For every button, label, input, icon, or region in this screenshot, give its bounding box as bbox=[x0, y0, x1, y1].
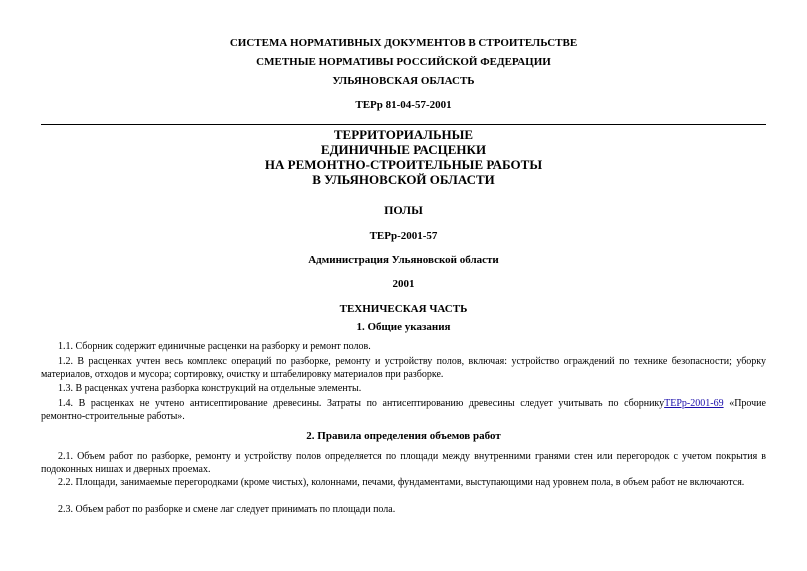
subject-title: ПОЛЫ bbox=[384, 203, 423, 217]
publisher: Администрация Ульяновской области bbox=[308, 254, 499, 266]
technical-part-heading: ТЕХНИЧЕСКАЯ ЧАСТЬ bbox=[339, 303, 468, 315]
title-line-4: В УЛЬЯНОВСКОЙ ОБЛАСТИ bbox=[312, 172, 495, 187]
title-line-3: НА РЕМОНТНО-СТРОИТЕЛЬНЫЕ РАБОТЫ bbox=[264, 157, 543, 172]
header-divider bbox=[41, 124, 766, 125]
publication-year: 2001 bbox=[392, 278, 415, 290]
document-title bbox=[0, 127, 807, 187]
header-system-title: СИСТЕМА НОРМАТИВНЫХ ДОКУМЕНТОВ В СТРОИТЕЛЬСТВЕ bbox=[229, 37, 578, 49]
header-estimate-norms: СМЕТНЫЕ НОРМАТИВЫ РОССИЙСКОЙ ФЕДЕРАЦИИ bbox=[256, 56, 551, 68]
paragraph-1-3: 1.3. В расценках учтена разборка конструкций на отдельные элементы. bbox=[58, 383, 362, 394]
header-document-code: ТЕРр 81-04-57-2001 bbox=[355, 99, 452, 111]
paragraph-2-2: 2.2. Площади, занимаемые перегородками (кроме чистых), колоннами, печами, фундаментами, выступающими над уровнем пола, в объем работ не включаются. bbox=[58, 477, 745, 488]
paragraph-1-4-tail: «Прочие ремонтно-строительные работы». bbox=[41, 398, 766, 422]
paragraph-1-2: 1.2. В расценках учтен весь комплекс операций по разборке, ремонту и устройству полов, включая: устройство ограждений по технике безопасности; уборку материалов, отходов и мусора; сортировку, очистку и штабелировку материалов при разборке. bbox=[41, 356, 766, 380]
paragraph-2-1: 2.1. Объем работ по разборке, ремонту и устройству полов определяется по площади между внутренними гранями стен или перегородок с учетом покрытия в подоконных нишах и дверных проемах. bbox=[41, 451, 766, 475]
section-1-heading: 1. Общие указания bbox=[356, 321, 451, 333]
title-line-1: ТЕРРИТОРИАЛЬНЫЕ bbox=[333, 127, 474, 142]
collection-code: ТЕРр-2001-57 bbox=[369, 230, 438, 242]
paragraph-1-4 bbox=[41, 398, 766, 423]
paragraph-2-3: 2.3. Объем работ по разборке и смене лаг следует принимать по площади пола. bbox=[58, 504, 396, 515]
paragraph-1-1: 1.1. Сборник содержит единичные расценки на разборку и ремонт полов. bbox=[58, 341, 371, 352]
section-2-heading: 2. Правила определения объемов работ bbox=[306, 430, 501, 442]
header-region: УЛЬЯНОВСКАЯ ОБЛАСТЬ bbox=[332, 75, 475, 87]
collection-link[interactable]: ТЕРр-2001-69 bbox=[664, 398, 724, 409]
title-line-2: ЕДИНИЧНЫЕ РАСЦЕНКИ bbox=[320, 142, 487, 157]
paragraph-1-4-text: 1.4. В расценках не учтено антисептирование древесины. Затраты по антисептированию древесины следует учитывать по сборнику bbox=[58, 398, 665, 409]
